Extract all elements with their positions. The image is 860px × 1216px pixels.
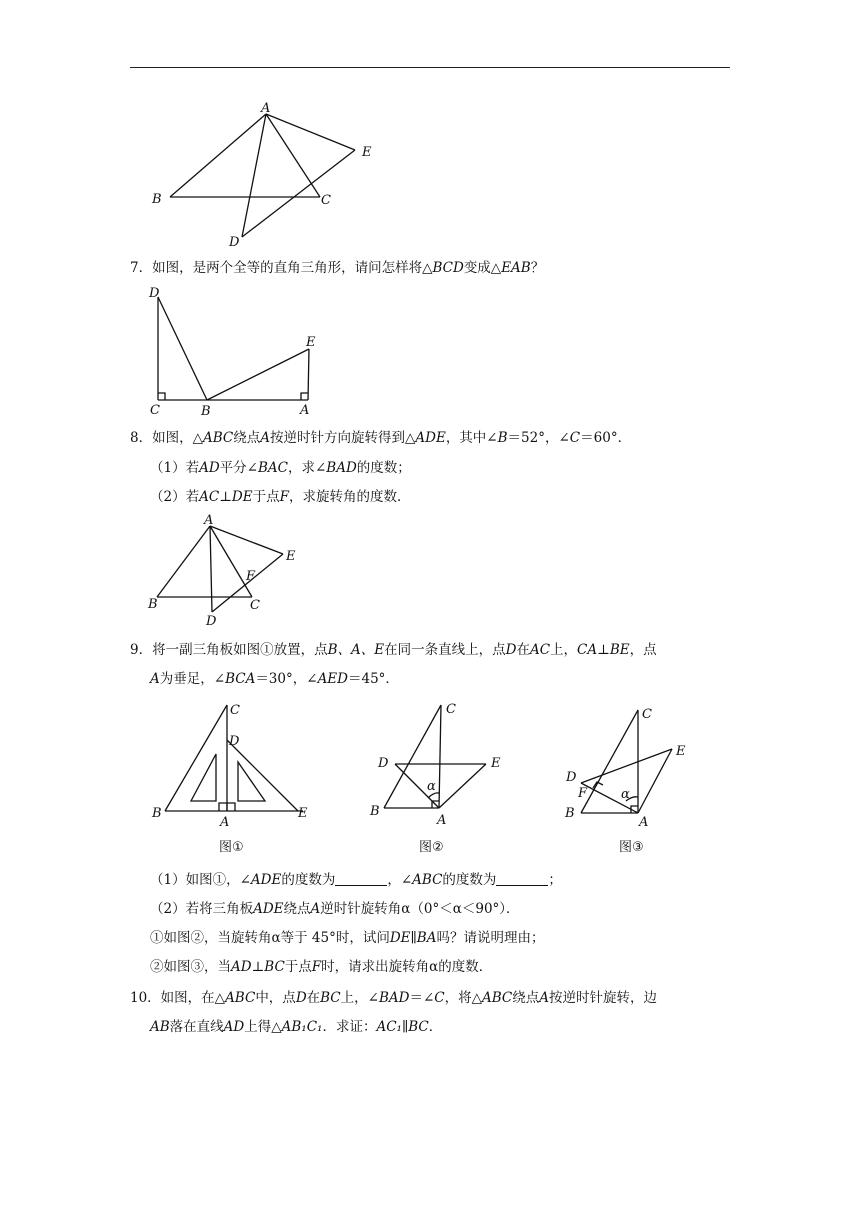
label-D: D [229, 734, 240, 749]
label-E: E [298, 806, 308, 821]
question-7: 7．如图，是两个全等的直角三角形，请问怎样将△BCD变成△EAB？ [130, 260, 545, 276]
label-E: E [491, 756, 501, 771]
label-B: B [201, 404, 211, 419]
label-C: C [250, 598, 260, 613]
answer-blank-1[interactable] [335, 871, 387, 886]
question-10-line-2: AB落在直线AD上得△AB₁C₁．求证：AC₁∥BC． [150, 1019, 443, 1035]
label-E: E [362, 145, 372, 160]
figure-9-1 [148, 700, 328, 830]
label-E: E [286, 549, 296, 564]
label-D: D [206, 614, 217, 629]
question-8: 8．如图，△ABC绕点A按逆时针方向旋转得到△ADE，其中∠B＝52°，∠C＝60°． [130, 430, 632, 446]
question-8-part-2: （2）若AC⊥DE于点F，求旋转角的度数． [150, 489, 411, 505]
question-9-part-1: （1）如图①，∠ADE的度数为 ，∠ABC的度数为 ； [150, 872, 562, 888]
label-C: C [642, 707, 652, 722]
question-10-line-1: 10．如图，在△ABC中，点D在BC上，∠BAD＝∠C，将△ABC绕点A按逆时针旋转，边 [130, 990, 658, 1006]
question-8-part-1: （1）若AD平分∠BAC，求∠BAD的度数； [150, 460, 411, 476]
label-A: A [220, 815, 230, 830]
label-A: A [300, 403, 310, 418]
figure-9-2 [368, 700, 518, 830]
figure-q7 [140, 282, 340, 422]
label-B: B [152, 806, 162, 821]
figure-9-1-caption: 图① [219, 840, 244, 855]
figure-9-3 [560, 700, 720, 830]
label-D: D [149, 286, 160, 301]
figure-q8 [140, 510, 320, 630]
label-B: B [370, 804, 380, 819]
question-9-line-2: A为垂足，∠BCA＝30°，∠AED＝45°． [150, 671, 399, 687]
label-D: D [378, 756, 389, 771]
label-D: D [566, 770, 577, 785]
label-E: E [306, 335, 316, 350]
question-9-part-2-1: ①如图②，当旋转角α等于 45°时，试问DE∥BA吗？请说明理由； [150, 930, 545, 946]
question-9-part-2: （2）若将三角板ADE绕点A逆时针旋转角α（0°＜α＜90°）． [150, 901, 520, 917]
label-A: A [437, 813, 447, 828]
label-F: F [246, 569, 256, 584]
label-C: C [321, 193, 331, 208]
label-C: C [446, 702, 456, 717]
figure-9-3-caption: 图③ [619, 840, 644, 855]
label-B: B [565, 806, 575, 821]
label-D: D [229, 235, 240, 250]
label-alpha: α [621, 787, 630, 802]
header-rule [130, 67, 730, 68]
label-C: C [150, 403, 160, 418]
label-C: C [230, 703, 240, 718]
question-9-line-1: 9．将一副三角板如图①放置，点B、A、E在同一条直线上，点D在AC上，CA⊥BE，点 [130, 642, 657, 658]
figure-9-2-caption: 图② [419, 840, 444, 855]
question-9-part-2-2: ②如图③，当AD⊥BC于点F时，请求出旋转角α的度数． [150, 959, 493, 975]
label-E: E [676, 744, 686, 759]
answer-blank-2[interactable] [496, 871, 548, 886]
label-B: B [152, 192, 162, 207]
figure-quadrilateral [140, 100, 390, 260]
label-A: A [204, 513, 214, 528]
label-A: A [261, 101, 271, 116]
label-B: B [148, 597, 158, 612]
label-alpha: α [427, 779, 436, 794]
label-F: F [578, 786, 588, 801]
label-A: A [639, 815, 649, 830]
